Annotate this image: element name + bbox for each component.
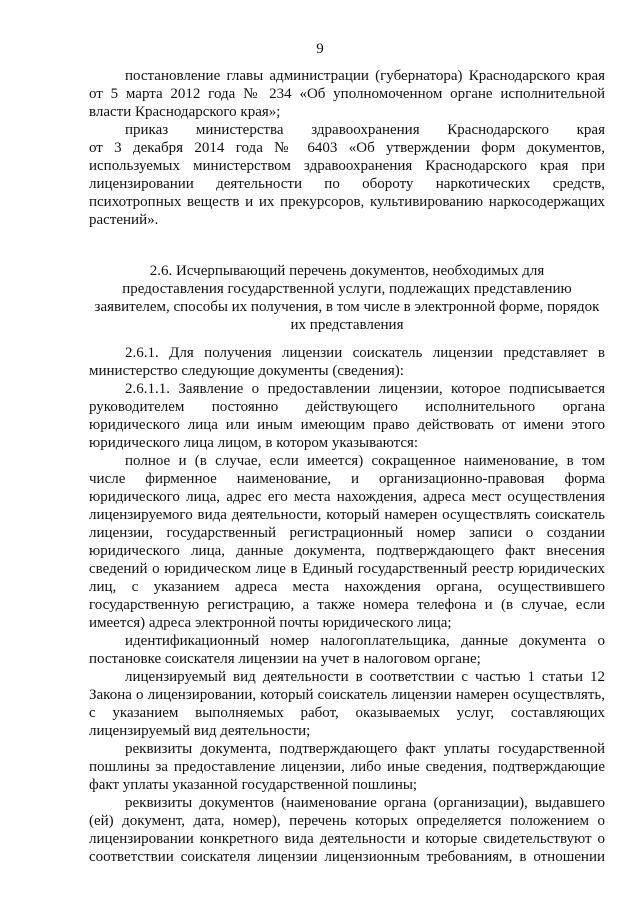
section-heading-line: их представления xyxy=(290,317,404,333)
text-line: Закона о лицензировании, который соискатель лицензии намерен осуществлять, xyxy=(89,687,605,703)
text-line: государственную регистрацию, а также номера телефона и (в случае, если xyxy=(89,597,605,613)
text-line: 2.6.1.1. Заявление о предоставлении лицензии, которое подписывается xyxy=(125,381,605,397)
text-line: 2.6.1. Для получения лицензии соискатель лицензии представляет в xyxy=(125,345,605,361)
text-line: лицензируемый вид деятельности в соответствии с частью 1 статьи 12 xyxy=(125,669,605,685)
text-line: имеется) адреса электронной почты юридического лица; xyxy=(89,615,452,631)
section-heading-line: 2.6. Исчерпывающий перечень документов, необходимых для xyxy=(149,263,545,279)
text-line: лицензировании конкретного вида деятельности и которые свидетельствуют о xyxy=(89,831,605,847)
text-line: (ей) документ, дата, номер), перечень которых определяется положением о xyxy=(89,813,605,829)
text-line: реквизиты документа, подтверждающего факт уплаты государственной xyxy=(125,741,605,757)
text-line: используемых министерством здравоохранения Краснодарского края при xyxy=(89,158,605,174)
text-line: власти Краснодарского края»; xyxy=(89,104,281,120)
text-line: пошлины за предоставление лицензии, либо иные сведения, подтверждающие xyxy=(89,759,605,775)
text-line: юридического лица, данные документа, подтверждающего факт внесения xyxy=(89,543,605,559)
text-line: приказ министерства здравоохранения Краснодарского края xyxy=(125,122,605,138)
text-line: юридического лица лицом, в котором указываются: xyxy=(89,435,419,451)
text-line: руководителем постоянно действующего исполнительного органа xyxy=(89,399,605,415)
section-heading-line: заявителем, способы их получения, в том числе в электронной форме, порядок xyxy=(94,299,600,315)
text-line: постановке соискателя лицензии на учет в налоговом органе; xyxy=(89,651,481,667)
text-line: числе фирменное наименование, и организационно-правовая форма xyxy=(89,471,605,487)
text-line: лицензируемый вид деятельности; xyxy=(89,723,311,739)
section-heading-line: предоставления государственной услуги, подлежащих представлению xyxy=(122,281,572,297)
text-line: психотропных веществ и их прекурсоров, культивированию наркосодержащих xyxy=(89,194,605,210)
text-line: реквизиты документов (наименование органа (организации), выдавшего xyxy=(125,795,605,811)
text-line: растений». xyxy=(89,212,159,228)
text-line: лицензируемого вида деятельности, который намерен осуществлять соискатель xyxy=(89,507,605,523)
text-line: юридического лица или иным имеющим право действовать от имени этого xyxy=(89,417,605,433)
text-line: лицензии, государственный регистрационный номер записи о создании xyxy=(89,525,605,541)
text-line: факт уплаты указанной государственной пошлины; xyxy=(89,777,418,793)
text-line: лиц, с указанием адреса места нахождения органа, осуществившего xyxy=(89,579,605,595)
text-line: с указанием выполняемых работ, оказываемых услуг, составляющих xyxy=(89,705,605,721)
page-number: 9 xyxy=(316,41,324,57)
text-line: постановление главы администрации (губернатора) Краснодарского края xyxy=(125,68,605,84)
text-line: от 3 декабря 2014 года № 6403 «Об утверждении форм документов, xyxy=(89,140,605,156)
text-line: министерство следующие документы (сведения): xyxy=(89,363,404,379)
text-line: сведений о юридическом лице в Единый государственный реестр юридических xyxy=(89,561,605,577)
text-line: полное и (в случае, если имеется) сокращенное наименование, в том xyxy=(125,453,605,469)
text-line: лицензировании деятельности по обороту наркотических средств, xyxy=(89,176,605,192)
text-line: от 5 марта 2012 года № 234 «Об уполномоченном органе исполнительной xyxy=(89,86,605,102)
text-line: идентификационный номер налогоплательщика, данные документа о xyxy=(125,633,605,649)
text-line: соответствии соискателя лицензии лицензионным требованиям, в отношении xyxy=(89,849,605,865)
text-line: юридического лица, адрес его места нахождения, адреса мест осуществления xyxy=(89,489,605,505)
